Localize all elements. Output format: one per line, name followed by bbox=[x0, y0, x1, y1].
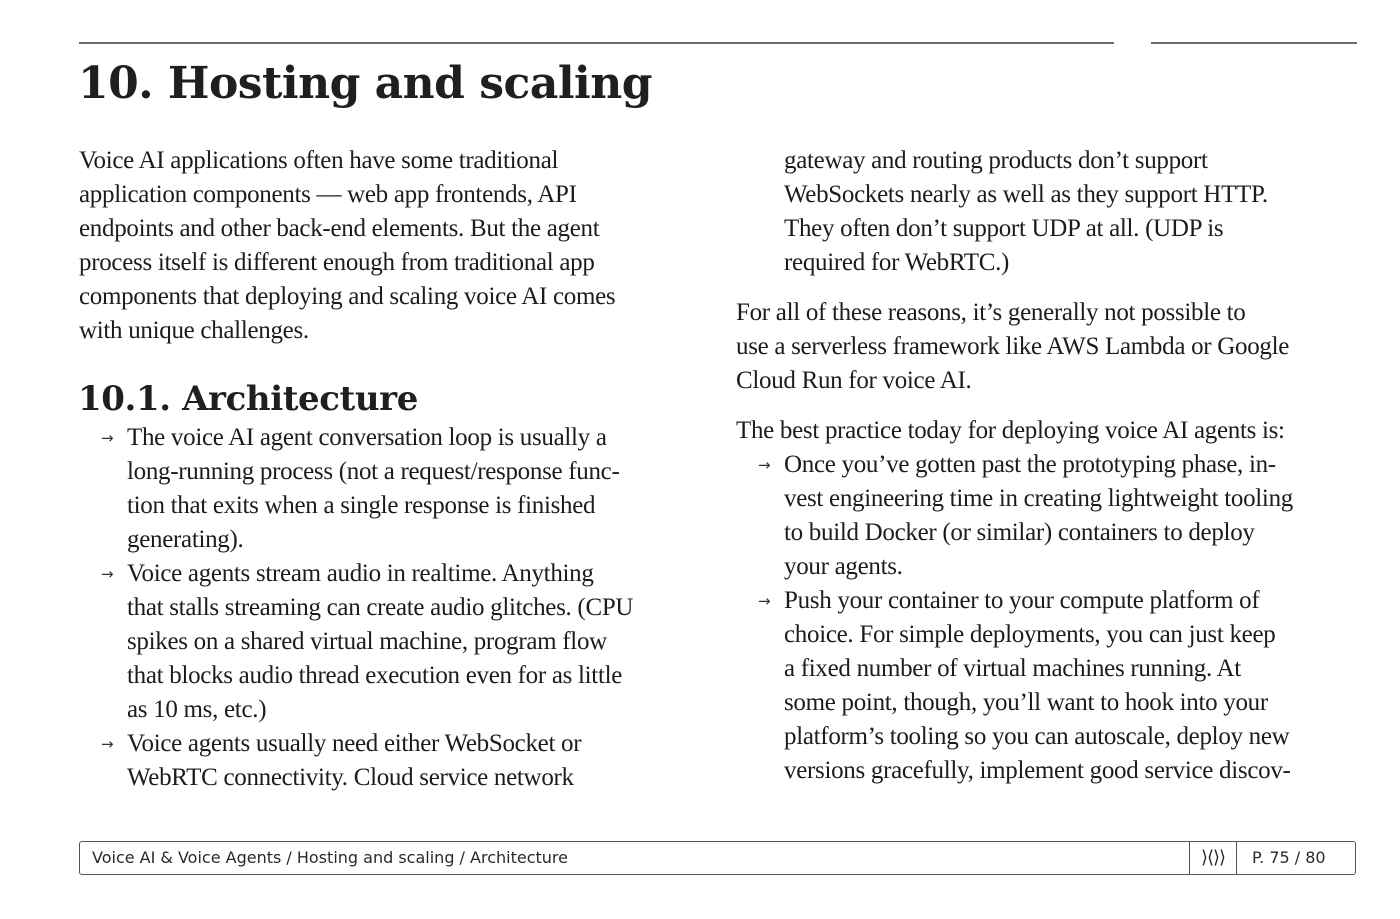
intro-paragraph bbox=[79, 144, 709, 348]
footer-bar bbox=[79, 841, 1356, 875]
text-line: The voice AI agent conversation loop is usually a bbox=[127, 424, 607, 451]
text-line: that stalls streaming can create audio glitches. (CPU bbox=[127, 594, 634, 621]
text-line: to build Docker (or similar) containers to deploy bbox=[784, 519, 1255, 546]
page-number: P. 75 / 80 bbox=[1252, 848, 1326, 867]
text-line: your agents. bbox=[784, 553, 903, 580]
text-line: vest engineering time in creating lightweight tooling bbox=[784, 485, 1293, 512]
arrow-right-icon: → bbox=[101, 429, 114, 447]
text-line: use a serverless framework like AWS Lambda or Google bbox=[736, 333, 1290, 360]
text-line: application components — web app frontends, API bbox=[79, 181, 577, 208]
text-line: long-running process (not a request/response func- bbox=[127, 458, 620, 485]
text-line: Push your container to your compute platform of bbox=[784, 587, 1260, 614]
page-title: 10. Hosting and scaling bbox=[78, 58, 653, 109]
breadcrumb[interactable]: Voice AI & Voice Agents / Hosting and scaling / Architecture bbox=[92, 848, 568, 867]
text-line: Cloud Run for voice AI. bbox=[736, 367, 972, 394]
page-nav-icon[interactable]: ⟩⟨⟩⟩ bbox=[1189, 842, 1237, 874]
list-item bbox=[79, 727, 709, 795]
text-line: endpoints and other back-end elements. But the agent bbox=[79, 215, 600, 242]
list-item bbox=[736, 584, 1366, 788]
text-line: They often don’t support UDP at all. (UDP is bbox=[784, 215, 1224, 242]
text-line: required for WebRTC.) bbox=[784, 249, 1010, 276]
text-line: The best practice today for deploying voice AI agents is: bbox=[736, 417, 1285, 444]
text-line: Voice agents stream audio in realtime. Anything bbox=[127, 560, 594, 587]
text-line: a fixed number of virtual machines running. At bbox=[784, 655, 1241, 682]
best-practice-bullet-list bbox=[736, 448, 1366, 788]
text-line: some point, though, you’ll want to hook into your bbox=[784, 689, 1268, 716]
list-item bbox=[736, 448, 1366, 584]
architecture-bullet-list bbox=[79, 421, 709, 795]
left-column bbox=[79, 144, 709, 795]
text-line: WebRTC connectivity. Cloud service network bbox=[127, 764, 574, 791]
continued-list-item bbox=[736, 144, 1366, 280]
arrow-right-icon: → bbox=[101, 565, 114, 583]
text-line: tion that exits when a single response is finished bbox=[127, 492, 596, 519]
text-line: choice. For simple deployments, you can just keep bbox=[784, 621, 1276, 648]
right-column bbox=[736, 144, 1366, 788]
text-line: Once you’ve gotten past the prototyping phase, in- bbox=[784, 451, 1276, 478]
text-line: platform’s tooling so you can autoscale, deploy new bbox=[784, 723, 1290, 750]
section-heading: 10.1. Architecture bbox=[78, 379, 418, 419]
text-line: Voice AI applications often have some traditional bbox=[79, 147, 559, 174]
text-line: with unique challenges. bbox=[79, 317, 309, 344]
text-line: versions gracefully, implement good service discov- bbox=[784, 757, 1291, 784]
top-rule-left bbox=[79, 42, 1114, 44]
text-line: spikes on a shared virtual machine, program flow bbox=[127, 628, 607, 655]
list-item bbox=[79, 421, 709, 557]
arrow-right-icon: → bbox=[758, 592, 771, 610]
arrow-right-icon: → bbox=[101, 735, 114, 753]
arrow-right-icon: → bbox=[758, 456, 771, 474]
text-line: generating). bbox=[127, 526, 244, 553]
top-rule-right bbox=[1151, 42, 1357, 44]
text-line: Voice agents usually need either WebSocket or bbox=[127, 730, 582, 757]
text-line: WebSockets nearly as well as they support HTTP. bbox=[784, 181, 1268, 208]
text-line: that blocks audio thread execution even for as little bbox=[127, 662, 623, 689]
paragraph bbox=[736, 414, 1366, 448]
paragraph bbox=[736, 296, 1366, 398]
text-line: process itself is different enough from traditional app bbox=[79, 249, 595, 276]
text-line: as 10 ms, etc.) bbox=[127, 696, 267, 723]
text-line: components that deploying and scaling voice AI comes bbox=[79, 283, 616, 310]
list-item bbox=[79, 557, 709, 727]
text-line: For all of these reasons, it’s generally not possible to bbox=[736, 299, 1246, 326]
text-line: gateway and routing products don’t support bbox=[784, 147, 1208, 174]
